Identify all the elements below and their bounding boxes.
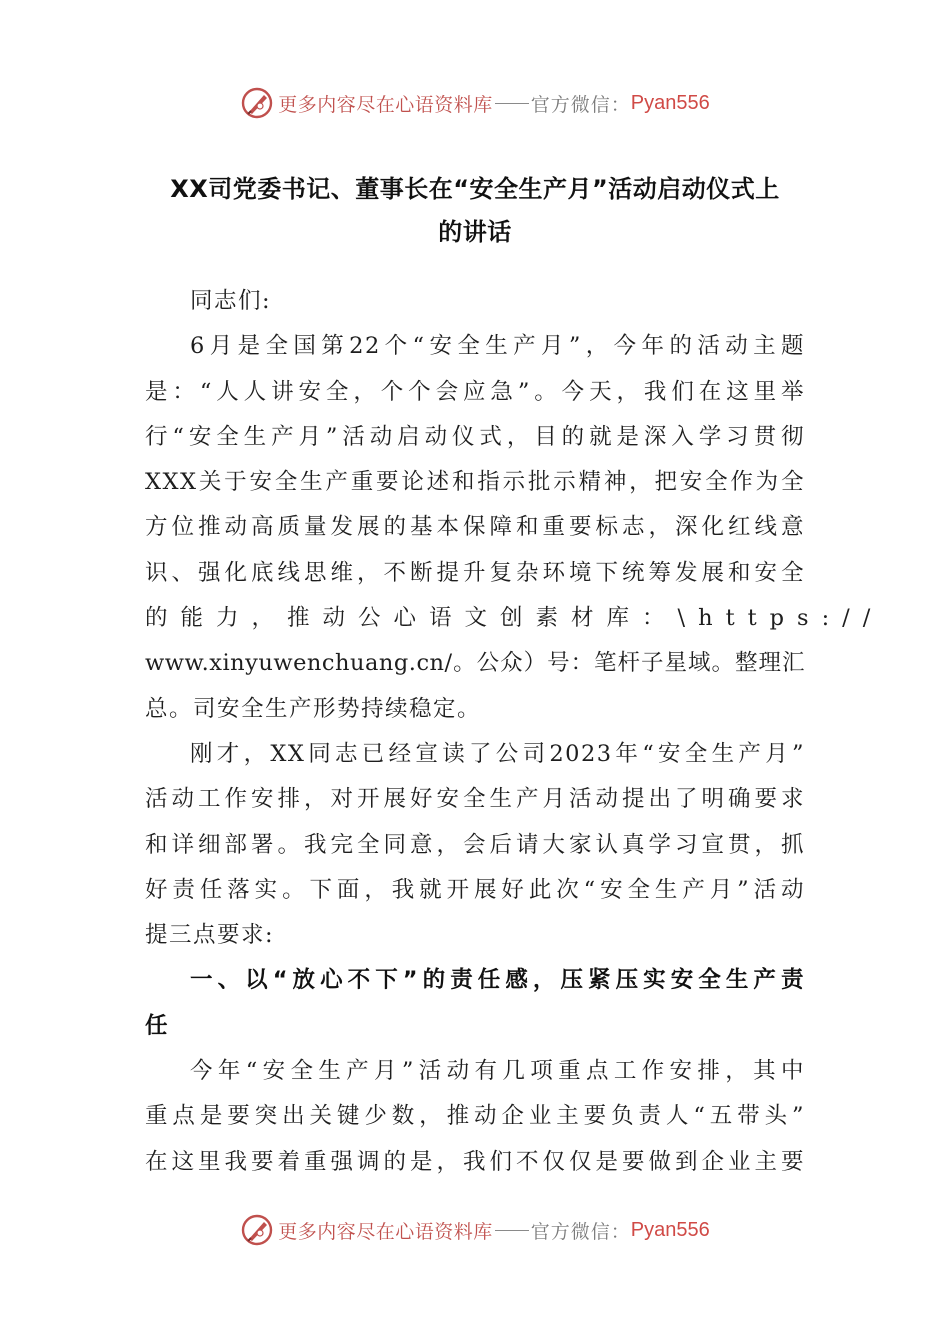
title-line-1: XX司党委书记、董事长在“安全生产月”活动启动仪式上 (170, 175, 780, 203)
quill-pen-logo-icon (240, 86, 274, 120)
header-watermark-banner (0, 83, 950, 123)
p2-line: 活动工作安排，对开展好安全生产月活动提出了明确要求 (145, 786, 805, 813)
p1-line-url: www.xinyuwenchuang.cn/。公众）号：笔杆子星域。整理汇 (145, 650, 805, 677)
paragraph-3-text (145, 1049, 805, 1185)
wechat-id: Pyan556 (630, 1218, 710, 1241)
document-title (140, 168, 810, 254)
p1-line: 行“安全生产月”活动启动仪式，目的就是深入学习贯彻 (145, 423, 805, 450)
official-wechat-label: 官方微信： (530, 93, 631, 116)
official-wechat-label: 官方微信： (530, 1220, 631, 1243)
heading-line: 一、以“放心不下”的责任感，压紧压实安全生产责 (190, 967, 805, 994)
paragraph-2 (145, 732, 805, 958)
paragraph-1-text (145, 324, 884, 732)
paragraph-2-text (145, 732, 805, 958)
document-body (145, 279, 884, 1185)
p3-line: 今年“安全生产月”活动有几项重点工作安排，其中 (190, 1058, 805, 1085)
p1-line: 总。司安全生产形势持续稳定。 (145, 695, 482, 722)
paragraph-3 (145, 1049, 805, 1185)
p1-line: 是：“人人讲安全，个个会应急”。今天，我们在这里举 (145, 378, 805, 405)
quill-pen-logo-icon (240, 1213, 274, 1247)
title-line-2: 的讲话 (438, 218, 512, 246)
section-heading-1 (145, 958, 805, 1049)
p1-line: 方位推动高质量发展的基本保障和重要标志，深化红线意 (145, 514, 805, 541)
footer-watermark-banner (0, 1210, 950, 1250)
brand-name: 更多内容尽在心语资料库 (278, 1220, 493, 1243)
p1-line: 识、强化底线思维，不断提升复杂环境下统筹发展和安全 (145, 559, 805, 586)
brand-name: 更多内容尽在心语资料库 (278, 93, 493, 116)
wechat-id: Pyan556 (630, 91, 710, 114)
separator-dash (495, 103, 529, 104)
p2-line: 刚才，XX同志已经宣读了公司2023年“安全生产月” (190, 740, 805, 767)
heading-line: 任 (145, 1012, 170, 1039)
p1-line: XXX关于安全生产重要论述和指示批示精神，把安全作为全 (145, 469, 805, 496)
p1-line: 6月是全国第22个“安全生产月”，今年的活动主题 (190, 333, 805, 360)
p1-line: 的能力，推动公心语文创素材库：\https:// (145, 605, 884, 632)
p3-line: 在这里我要着重强调的是，我们不仅仅是要做到企业主要 (145, 1148, 805, 1175)
p2-line: 和详细部署。我完全同意，会后请大家认真学习宣贯，抓 (145, 831, 805, 858)
p3-line: 重点是要突出关键少数，推动企业主要负责人“五带头” (145, 1103, 805, 1130)
p2-line: 提三点要求: (145, 922, 275, 949)
p2-line: 好责任落实。下面，我就开展好此次“安全生产月”活动 (145, 876, 805, 903)
separator-dash (495, 1230, 529, 1231)
paragraph-1 (145, 324, 884, 732)
salutation: 同志们: (190, 288, 272, 314)
